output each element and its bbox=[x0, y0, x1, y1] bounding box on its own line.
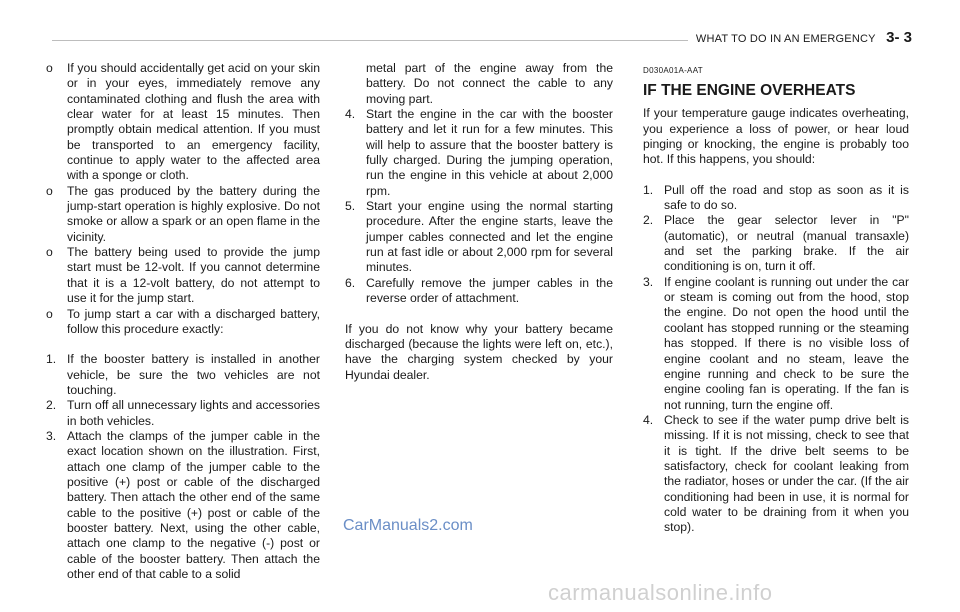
column-left bbox=[46, 61, 320, 582]
bullet-marker: o bbox=[46, 61, 53, 75]
step-item bbox=[643, 213, 909, 274]
footer-watermark: carmanualsonline.info bbox=[548, 580, 773, 605]
step-number: 4. bbox=[643, 412, 654, 427]
step-item bbox=[46, 398, 320, 429]
step-text: Place the gear selector lever in "P" (automatic), or neutral (manual transaxle) and set the parking brake. If the air conditioning is on, turn it off. bbox=[664, 213, 909, 274]
step-text: metal part of the engine away from the battery. Do not connect the cable to any moving part. bbox=[366, 61, 613, 106]
bullet-text: If you should accidentally get acid on your skin or in your eyes, immediately remove any contaminated clothing and flush the area with clear water for at least 15 minutes. Then promptly obtain medical attention. If you must be transported to an emergency facility, continue to apply water to the affected area with a sponge or cloth. bbox=[67, 61, 320, 183]
step-item bbox=[345, 107, 613, 199]
closing-paragraph: If you do not know why your battery became discharged (because the lights were left on, etc.), have the charging system checked by your Hyundai dealer. bbox=[345, 321, 613, 382]
step-text: If engine coolant is running out under the car or steam is coming out from the hood, stop the engine. Do not open the hood until the coolant has stopped running or the steaming has stopped. If there is no visible loss of engine coolant and no steam, leave the engine running and check to be sure the engine cooling fan is operating. If the fan is not running, turn the engine off. bbox=[664, 274, 909, 412]
site-watermark: CarManuals2.com bbox=[343, 517, 473, 534]
step-text: Turn off all unnecessary lights and accessories in both vehicles. bbox=[67, 398, 320, 428]
step-number: 1. bbox=[643, 182, 654, 197]
step-continuation bbox=[345, 61, 613, 107]
bullet-marker: o bbox=[46, 306, 53, 321]
column-middle bbox=[345, 61, 613, 383]
column-right bbox=[643, 61, 909, 536]
step-text: Carefully remove the jumper cables in the reverse order of attachment. bbox=[366, 275, 613, 306]
step-item bbox=[345, 276, 613, 307]
bullet-text: The gas produced by the battery during the jump-start operation is highly explosive. Do not smoke or allow a spark or an open flame in the vicinity. bbox=[67, 183, 320, 244]
page-number: 3- 3 bbox=[886, 29, 912, 46]
step-text: Check to see if the water pump drive belt is missing. If it is not missing, check to see that it is tight. If the drive belt seems to be satisfactory, check for coolant leaking from the radiator, hoses or under the car. (If the air conditioning had been in use, it is normal for cold water to be draining from it when you stop). bbox=[664, 412, 909, 535]
step-number: 1. bbox=[46, 352, 57, 367]
section-heading: IF THE ENGINE OVERHEATS bbox=[643, 82, 856, 100]
bullet-item bbox=[46, 61, 320, 184]
section-title: WHAT TO DO IN AN EMERGENCY bbox=[695, 33, 876, 45]
intro-paragraph: If your temperature gauge indicates overheating, you experience a loss of power, or hear loud pinging or knocking, the engine is probably too hot. If this happens, you should: bbox=[643, 106, 909, 167]
step-item bbox=[643, 413, 909, 536]
step-number: 4. bbox=[345, 107, 356, 122]
bullet-item bbox=[46, 184, 320, 245]
step-item bbox=[46, 352, 320, 398]
step-number: 2. bbox=[46, 398, 57, 413]
step-number: 5. bbox=[345, 199, 356, 214]
bullet-item bbox=[46, 307, 320, 338]
step-number: 6. bbox=[345, 275, 356, 290]
bullet-text: The battery being used to provide the jump start must be 12-volt. If you cannot determine that it is a 12-volt battery, do not attempt to use it for the jump start. bbox=[67, 245, 320, 306]
bullet-marker: o bbox=[46, 183, 53, 198]
step-text: Attach the clamps of the jumper cable in the exact location shown on the illustration. First, attach one clamp of the jumper cable to the positive (+) post or cable of the discharged battery. Then attach the other end of the same cable to the positive (+) post or cable of the booster battery. Next, using the other cable, attach one clamp to the negative (-) post or cable of the booster battery. Then attach the other end of that cable to a solid bbox=[67, 428, 320, 581]
step-number: 2. bbox=[643, 213, 654, 228]
section-code: D030A01A-AAT bbox=[643, 66, 703, 75]
step-number: 3. bbox=[643, 274, 654, 289]
page-header bbox=[696, 29, 912, 47]
step-text: Pull off the road and stop as soon as it is safe to do so. bbox=[664, 182, 909, 213]
step-item bbox=[345, 199, 613, 276]
step-text: If the booster battery is installed in another vehicle, be sure the two vehicles are not touching. bbox=[67, 352, 320, 397]
header-rule bbox=[52, 40, 688, 41]
bullet-text: To jump start a car with a discharged battery, follow this procedure exactly: bbox=[67, 306, 320, 336]
step-item bbox=[643, 275, 909, 413]
bullet-marker: o bbox=[46, 245, 53, 260]
step-item bbox=[643, 183, 909, 214]
step-text: Start your engine using the normal starting procedure. After the engine starts, leave the jumper cables connected and let the engine run at fast idle or about 2,000 rpm for several minutes. bbox=[366, 199, 613, 275]
step-number: 3. bbox=[46, 428, 57, 443]
step-item bbox=[46, 429, 320, 582]
step-text: Start the engine in the car with the booster battery and let it run for a few minutes. This will help to assure that the booster battery is fully charged. During the jumping operation, run the engine in this vehicle at about 2,000 rpm. bbox=[366, 107, 613, 198]
bullet-item bbox=[46, 245, 320, 306]
